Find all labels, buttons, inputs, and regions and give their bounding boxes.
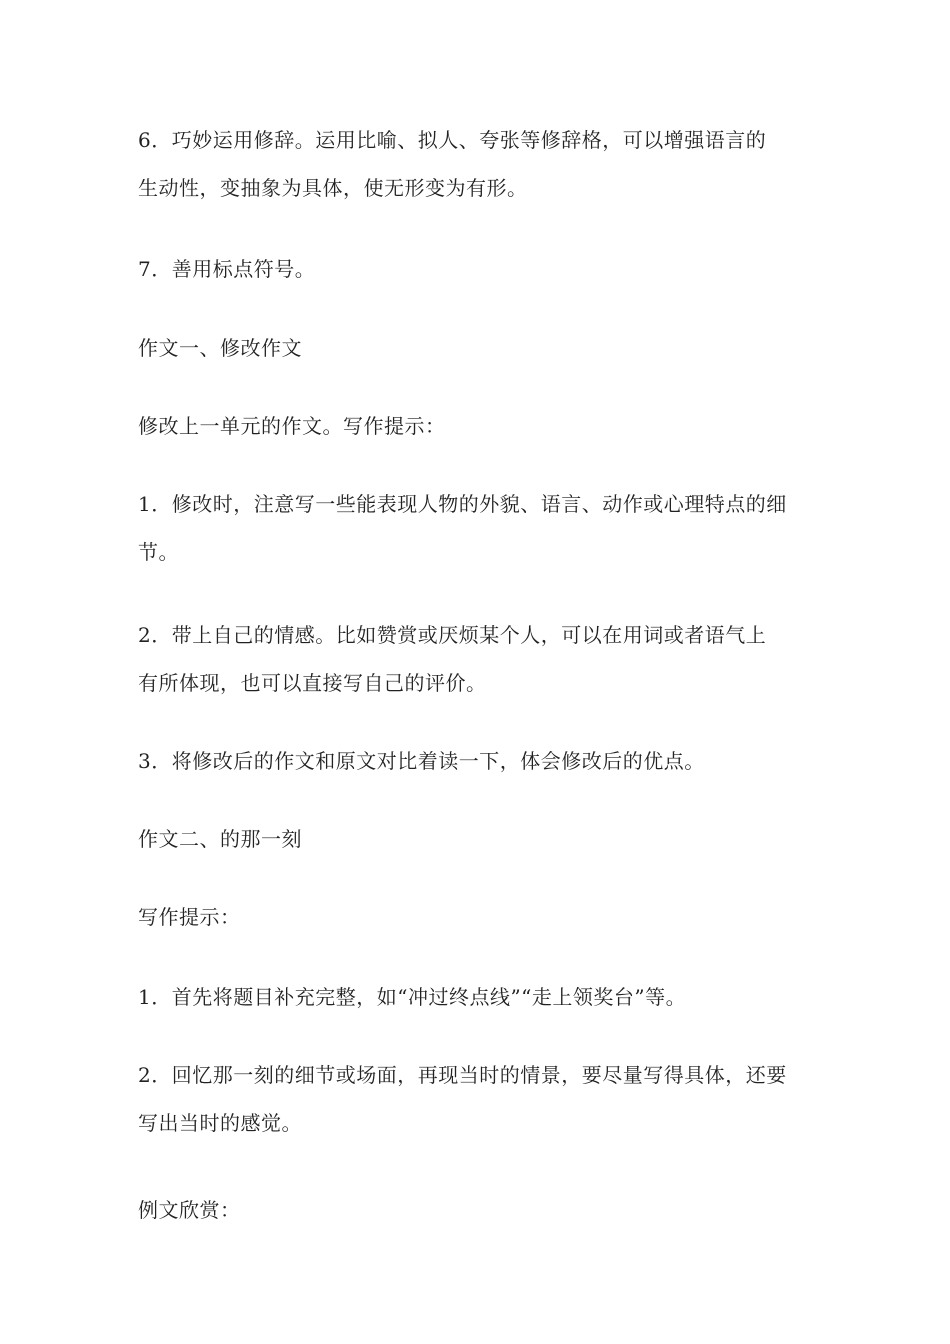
paragraph-tip-5 — [138, 1051, 828, 1147]
heading-essay-one — [138, 324, 828, 372]
text-line: 2．带上自己的情感。比如赞赏或厌烦某个人，可以在用词或者语气上 — [138, 623, 767, 647]
paragraph-tip-2 — [138, 611, 828, 707]
text-line: 1．修改时，注意写一些能表现人物的外貌、语言、动作或心理特点的细 — [138, 492, 787, 516]
text-line: 2．回忆那一刻的细节或场面，再现当时的情景，要尽量写得具体，还要 — [138, 1063, 787, 1087]
paragraph-tip-1 — [138, 480, 828, 576]
paragraph-revise-intro — [138, 402, 828, 450]
text-line: 6．巧妙运用修辞。运用比喻、拟人、夸张等修辞格，可以增强语言的 — [138, 128, 767, 152]
text-line: 节。 — [138, 540, 179, 564]
text-line: 作文二、的那一刻 — [138, 827, 302, 851]
paragraph-punctuation — [138, 245, 828, 293]
paragraph-writing-tips — [138, 893, 828, 941]
text-line: 写作提示： — [138, 905, 241, 929]
text-line: 7．善用标点符号。 — [138, 257, 316, 281]
heading-essay-two — [138, 815, 828, 863]
paragraph-tip-3 — [138, 737, 828, 785]
text-line: 1．首先将题目补充完整，如“冲过终点线”“走上领奖台”等。 — [138, 985, 687, 1009]
heading-example — [138, 1186, 828, 1234]
text-line: 生动性，变抽象为具体，使无形变为有形。 — [138, 176, 528, 200]
text-line: 3．将修改后的作文和原文对比着读一下，体会修改后的优点。 — [138, 749, 705, 773]
paragraph-rhetoric — [138, 116, 828, 212]
paragraph-tip-4 — [138, 973, 828, 1021]
text-line: 写出当时的感觉。 — [138, 1111, 302, 1135]
text-line: 修改上一单元的作文。写作提示： — [138, 414, 446, 438]
text-line: 有所体现，也可以直接写自己的评价。 — [138, 671, 487, 695]
text-line: 例文欣赏： — [138, 1198, 241, 1222]
text-line: 作文一、修改作文 — [138, 336, 302, 360]
